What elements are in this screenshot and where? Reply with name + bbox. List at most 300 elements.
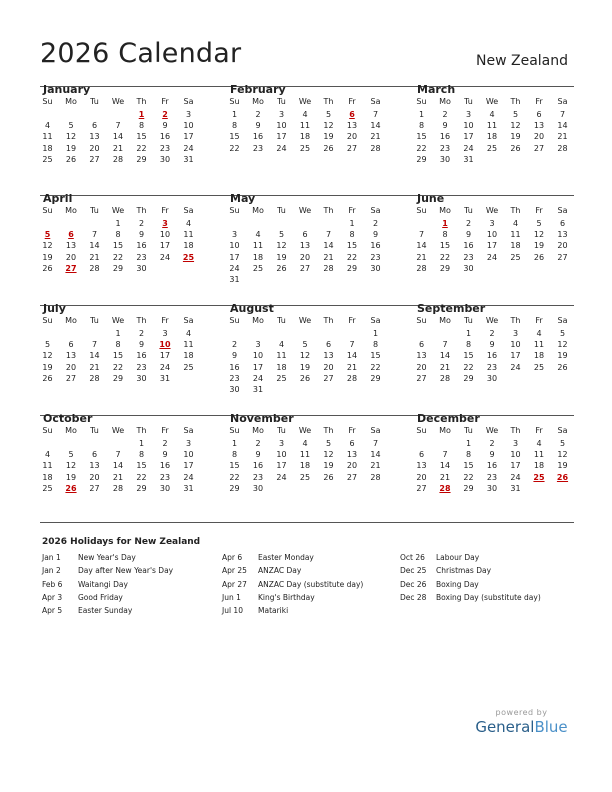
day-cell: 13 [65, 241, 77, 251]
day-cell: 6 [91, 450, 98, 460]
weekday-label: Su [229, 97, 240, 106]
day-cell: 6 [302, 230, 308, 240]
day-cell: 13 [65, 351, 77, 361]
day-cell: 22 [229, 143, 240, 153]
day-cell: 17 [159, 351, 171, 361]
weekday-label: Sa [183, 316, 194, 325]
weekday-label: Th [510, 316, 521, 325]
weekday-label: Sa [557, 97, 568, 106]
day-cell: 21 [323, 252, 334, 262]
weekday-label: Th [510, 97, 521, 106]
day-cell: 23 [463, 252, 474, 262]
day-cell: 29 [439, 263, 451, 273]
day-cell: 1 [231, 439, 238, 448]
day-cell: 18 [299, 461, 311, 471]
day-cell: 9 [489, 340, 495, 350]
weekday-label: Mo [439, 316, 451, 325]
day-cell: 15 [112, 351, 124, 361]
weekday-label: We [111, 97, 125, 106]
weekday-label: Tu [464, 316, 473, 325]
weekday-label: Sa [183, 206, 194, 215]
weekday-label: Sa [557, 316, 568, 325]
month-name: February [230, 83, 286, 96]
holiday-item [222, 566, 363, 579]
day-cell: 10 [252, 351, 264, 361]
day-cell: 7 [115, 121, 121, 131]
holiday-date: Apr 27 [222, 579, 247, 589]
day-cell: 2 [465, 219, 472, 228]
day-cell: 28 [557, 143, 568, 153]
day-cell: 1 [465, 329, 472, 338]
day-cell: 17 [276, 132, 287, 142]
day-cell: 23 [136, 362, 147, 372]
day-cell: 9 [465, 230, 472, 240]
day-cell: 19 [510, 132, 521, 142]
holiday-day: 26 [556, 472, 569, 482]
day-cell: 10 [229, 241, 240, 251]
day-cell: 13 [89, 132, 100, 142]
holiday-date: Oct 26 [400, 553, 425, 562]
day-cell: 2 [138, 329, 145, 338]
month-name: November [230, 412, 294, 425]
day-cell: 6 [349, 439, 355, 448]
weekday-label: Sa [370, 426, 381, 435]
day-cell: 29 [370, 373, 381, 383]
day-cell: 25 [299, 143, 311, 153]
day-cell: 29 [416, 154, 427, 164]
day-cell: 1 [465, 439, 472, 448]
day-cell: 10 [183, 450, 194, 460]
weekday-label: Mo [65, 97, 77, 106]
day-cell: 11 [486, 121, 498, 131]
day-cell: 1 [115, 219, 121, 228]
day-cell: 29 [112, 263, 124, 273]
day-cell: 7 [91, 230, 98, 240]
weekday-label: Th [136, 316, 147, 325]
day-cell: 22 [346, 252, 358, 262]
weekday-label: Th [323, 316, 334, 325]
day-cell: 26 [557, 362, 568, 372]
month-name: May [230, 192, 256, 205]
weekday-label: We [485, 97, 499, 106]
day-cell: 16 [439, 132, 451, 142]
day-cell: 16 [136, 241, 147, 251]
calendar-title: 2026 Calendar [40, 38, 242, 69]
day-cell: 14 [112, 461, 124, 471]
day-cell: 16 [486, 351, 498, 361]
holiday-item [222, 606, 363, 619]
day-cell: 3 [465, 110, 472, 119]
holidays-title: 2026 Holidays for New Zealand [42, 537, 201, 547]
day-cell: 12 [299, 351, 311, 361]
day-cell: 24 [486, 252, 498, 262]
weekday-label: Fr [535, 206, 543, 215]
day-cell: 24 [510, 362, 521, 372]
day-cell: 30 [370, 263, 381, 273]
day-cell: 30 [486, 373, 498, 383]
day-cell: 12 [42, 241, 53, 251]
holiday-date: Apr 3 [42, 592, 63, 602]
day-cell: 3 [255, 340, 261, 350]
day-cell: 3 [185, 439, 192, 448]
day-cell: 22 [463, 362, 474, 372]
day-cell: 19 [323, 461, 334, 471]
day-cell: 13 [299, 241, 311, 251]
day-cell: 8 [138, 450, 145, 460]
day-cell: 4 [512, 219, 519, 228]
day-cell: 15 [370, 351, 381, 361]
day-cell: 2 [489, 329, 495, 338]
day-cell: 17 [183, 132, 194, 142]
day-cell: 19 [65, 143, 77, 153]
day-cell: 24 [463, 143, 474, 153]
day-cell: 8 [231, 121, 238, 131]
day-cell: 25 [299, 472, 311, 482]
weekday-label: Su [42, 206, 53, 215]
day-cell: 19 [65, 472, 77, 482]
day-cell: 2 [372, 219, 379, 228]
day-cell: 31 [252, 385, 264, 394]
day-cell: 7 [325, 230, 332, 240]
holiday-item [222, 580, 363, 593]
weekday-label: Mo [252, 426, 264, 435]
day-cell: 20 [416, 472, 427, 482]
weekday-label: Mo [439, 97, 451, 106]
day-cell: 10 [183, 121, 194, 131]
weekday-label: Fr [161, 206, 169, 215]
day-cell: 4 [536, 329, 542, 338]
holidays-column [222, 553, 363, 619]
day-cell: 2 [489, 439, 495, 448]
day-cell: 26 [510, 143, 521, 153]
holiday-date: Apr 25 [222, 566, 247, 576]
day-cell: 11 [183, 230, 194, 240]
day-cell: 28 [439, 373, 451, 383]
day-cell: 31 [510, 483, 521, 493]
day-cell: 27 [65, 373, 77, 383]
day-cell: 20 [557, 241, 568, 251]
holiday-date: Jun 1 [222, 592, 241, 602]
day-cell: 15 [229, 461, 240, 471]
day-cell: 17 [159, 241, 171, 251]
holiday-name: Easter Sunday [78, 606, 133, 616]
month-name: July [43, 302, 66, 315]
holiday-date: Dec 25 [400, 566, 427, 576]
day-cell: 30 [486, 483, 498, 493]
weekday-label: Tu [90, 206, 99, 215]
day-cell: 18 [299, 132, 311, 142]
weekday-label: We [111, 206, 125, 215]
day-cell: 1 [372, 329, 379, 338]
day-cell: 18 [486, 132, 498, 142]
holiday-item [222, 553, 363, 566]
day-cell: 8 [349, 230, 355, 240]
day-cell: 10 [276, 121, 287, 131]
day-cell: 15 [112, 241, 124, 251]
day-cell: 29 [463, 373, 474, 383]
day-cell: 23 [252, 472, 264, 482]
day-cell: 13 [416, 461, 427, 471]
weekday-label: Th [136, 426, 147, 435]
day-cell: 11 [276, 351, 287, 361]
weekday-label: Th [136, 206, 147, 215]
day-cell: 11 [299, 121, 311, 131]
weekday-label: Fr [161, 316, 169, 325]
month-name: August [230, 302, 274, 315]
day-cell: 21 [439, 362, 451, 372]
weekday-label: Mo [65, 316, 77, 325]
weekday-label: Sa [370, 206, 381, 215]
day-cell: 29 [346, 263, 358, 273]
day-cell: 8 [465, 450, 472, 460]
day-cell: 5 [559, 329, 566, 338]
day-cell: 26 [42, 373, 53, 383]
weekday-label: Fr [348, 426, 356, 435]
weekday-label: Sa [183, 97, 194, 106]
holiday-name: Boxing Day [436, 579, 479, 589]
weekday-label: Mo [252, 97, 264, 106]
day-cell: 9 [255, 121, 261, 131]
day-cell: 31 [183, 483, 194, 493]
day-cell: 4 [185, 329, 192, 338]
day-cell: 15 [439, 241, 451, 251]
holidays-column [42, 553, 173, 619]
day-cell: 5 [512, 110, 519, 119]
day-cell: 7 [372, 439, 379, 448]
day-cell: 28 [346, 373, 358, 383]
day-cell: 11 [252, 241, 264, 251]
day-cell: 8 [115, 340, 121, 350]
day-cell: 27 [346, 472, 358, 482]
day-cell: 16 [159, 461, 171, 471]
holiday-date: Apr 5 [42, 606, 63, 616]
day-cell: 22 [136, 472, 147, 482]
day-cell: 21 [416, 252, 427, 262]
holiday-day: 10 [159, 340, 171, 350]
holiday-item [42, 606, 173, 619]
weekday-label: Su [416, 426, 427, 435]
day-cell: 17 [229, 252, 240, 262]
weekday-label: Su [416, 97, 427, 106]
brand-name-part2: Blue [534, 718, 568, 736]
day-cell: 19 [557, 461, 568, 471]
day-cell: 7 [349, 340, 355, 350]
day-cell: 23 [486, 362, 498, 372]
day-cell: 17 [252, 362, 264, 372]
holiday-item [42, 553, 173, 566]
holiday-day: 6 [349, 110, 355, 119]
day-cell: 27 [533, 143, 545, 153]
holiday-item [42, 593, 173, 606]
holiday-name: ANZAC Day (substitute day) [258, 579, 364, 589]
day-cell: 31 [229, 275, 240, 284]
weekday-label: We [298, 426, 312, 435]
day-cell: 20 [89, 472, 100, 482]
day-cell: 11 [42, 461, 53, 471]
day-cell: 16 [463, 241, 474, 251]
day-cell: 6 [68, 340, 74, 350]
weekday-label: Mo [65, 426, 77, 435]
month-name: April [43, 192, 73, 205]
holiday-name: Day after New Year's Day [78, 566, 174, 576]
holiday-name: New Year's Day [78, 553, 136, 562]
weekday-label: Th [323, 426, 334, 435]
day-cell: 12 [42, 351, 53, 361]
day-cell: 18 [183, 241, 194, 251]
weekday-label: Fr [161, 97, 169, 106]
holiday-name: Easter Monday [258, 553, 314, 562]
day-cell: 31 [183, 154, 194, 164]
day-cell: 20 [533, 132, 545, 142]
day-cell: 5 [325, 110, 332, 119]
day-cell: 15 [229, 132, 240, 142]
day-cell: 24 [252, 373, 264, 383]
day-cell: 12 [557, 450, 568, 460]
day-cell: 30 [252, 483, 264, 493]
day-cell: 2 [255, 439, 261, 448]
month-row [40, 302, 574, 394]
holiday-name: Christmas Day [436, 566, 492, 576]
day-cell: 3 [162, 329, 168, 338]
day-cell: 11 [299, 450, 311, 460]
weekday-label: Tu [90, 316, 99, 325]
weekday-label: Fr [348, 316, 356, 325]
holiday-day: 1 [138, 110, 145, 119]
holiday-name: Good Friday [78, 592, 123, 602]
holiday-date: Dec 26 [400, 579, 427, 589]
day-cell: 29 [112, 373, 124, 383]
day-cell: 5 [278, 230, 285, 240]
weekday-label: Tu [277, 316, 286, 325]
day-cell: 11 [42, 132, 53, 142]
weekday-label: We [111, 316, 125, 325]
day-cell: 23 [486, 472, 498, 482]
day-cell: 15 [416, 132, 427, 142]
holiday-day: 25 [182, 252, 195, 262]
brand-name [474, 718, 569, 736]
weekday-label: Mo [439, 206, 451, 215]
day-cell: 18 [276, 362, 287, 372]
day-cell: 23 [136, 252, 147, 262]
day-cell: 28 [89, 263, 100, 273]
day-cell: 19 [276, 252, 287, 262]
day-cell: 22 [136, 143, 147, 153]
day-cell: 1 [418, 110, 425, 119]
day-cell: 31 [463, 154, 474, 164]
day-cell: 5 [302, 340, 308, 350]
day-cell: 30 [159, 483, 171, 493]
day-cell: 4 [278, 340, 285, 350]
holiday-day: 2 [162, 110, 168, 119]
holiday-item [42, 566, 173, 579]
day-cell: 27 [416, 483, 427, 493]
month-name: December [417, 412, 480, 425]
day-cell: 9 [442, 121, 448, 131]
day-cell: 14 [112, 132, 124, 142]
month-name: March [417, 83, 456, 96]
day-cell: 13 [346, 450, 358, 460]
weekday-label: Tu [277, 97, 286, 106]
day-cell: 7 [559, 110, 566, 119]
day-cell: 1 [349, 219, 355, 228]
day-cell: 2 [162, 439, 168, 448]
day-cell: 4 [44, 121, 51, 131]
country-name: New Zealand [476, 53, 568, 69]
weekday-label: Su [416, 206, 427, 215]
holiday-name: Waitangi Day [78, 579, 128, 589]
day-cell: 13 [533, 121, 545, 131]
day-cell: 8 [465, 340, 472, 350]
weekday-label: Su [42, 426, 53, 435]
weekday-label: Sa [557, 206, 568, 215]
day-cell: 26 [323, 143, 334, 153]
day-cell: 26 [65, 154, 77, 164]
day-cell: 3 [489, 219, 495, 228]
holiday-date: Apr 6 [222, 553, 243, 562]
day-cell: 1 [115, 329, 121, 338]
day-cell: 30 [229, 385, 240, 394]
day-cell: 27 [89, 483, 100, 493]
holiday-day: 26 [65, 483, 77, 493]
weekday-label: We [298, 316, 312, 325]
day-cell: 23 [229, 373, 240, 383]
day-cell: 7 [442, 340, 448, 350]
day-cell: 20 [416, 362, 427, 372]
day-cell: 24 [183, 472, 194, 482]
day-cell: 3 [512, 439, 519, 448]
weekday-label: Su [229, 206, 240, 215]
day-cell: 9 [138, 230, 145, 240]
day-cell: 11 [183, 340, 194, 350]
day-cell: 18 [42, 472, 53, 482]
month-name: January [43, 83, 91, 96]
day-cell: 16 [229, 362, 240, 372]
day-cell: 20 [346, 461, 358, 471]
day-cell: 17 [510, 351, 521, 361]
day-cell: 14 [89, 241, 100, 251]
holiday-day: 1 [442, 219, 448, 228]
day-cell: 7 [372, 110, 379, 119]
day-cell: 10 [463, 121, 474, 131]
weekday-label: Mo [252, 206, 264, 215]
day-cell: 21 [89, 362, 100, 372]
weekday-label: Fr [348, 206, 356, 215]
day-cell: 20 [89, 143, 100, 153]
holiday-date: Jan 2 [42, 566, 61, 576]
day-cell: 17 [463, 132, 474, 142]
day-cell: 23 [159, 472, 171, 482]
day-cell: 20 [65, 252, 77, 262]
day-cell: 14 [89, 351, 100, 361]
day-cell: 16 [159, 132, 171, 142]
day-cell: 2 [442, 110, 448, 119]
month-row [40, 192, 574, 284]
day-cell: 8 [442, 230, 448, 240]
day-cell: 5 [536, 219, 542, 228]
day-cell: 14 [439, 351, 451, 361]
day-cell: 21 [370, 132, 381, 142]
day-cell: 28 [112, 483, 124, 493]
day-cell: 22 [439, 252, 451, 262]
day-cell: 12 [323, 121, 334, 131]
day-cell: 3 [278, 439, 285, 448]
day-cell: 28 [370, 472, 381, 482]
day-cell: 7 [91, 340, 98, 350]
weekday-label: Su [42, 316, 53, 325]
weekday-label: We [298, 206, 312, 215]
brand-logo [474, 708, 569, 736]
day-cell: 30 [463, 263, 474, 273]
